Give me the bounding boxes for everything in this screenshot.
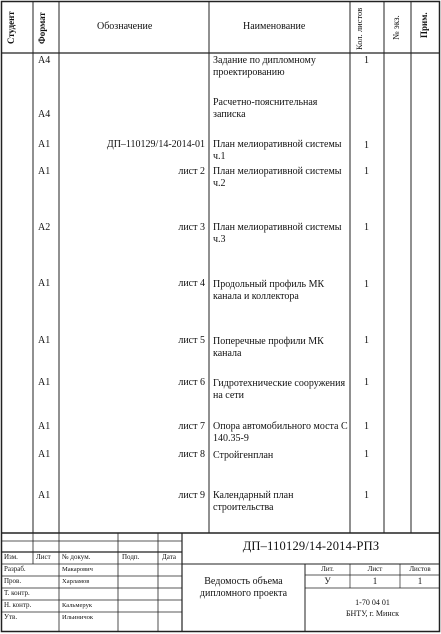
row-name: Продольный профиль МК канала и коллектора <box>213 279 325 302</box>
row-designation: лист 4 <box>178 278 205 289</box>
row-qty: 1 <box>364 421 369 432</box>
row-qty: 1 <box>364 449 369 460</box>
lit-value: У <box>324 576 331 586</box>
row-name: План мелиоративной системы ч.2 <box>213 166 342 189</box>
role-label: Пров. <box>4 577 22 585</box>
sheet-label: Лист <box>367 565 383 573</box>
role-label: Утв. <box>4 613 18 621</box>
row-qty: 1 <box>364 55 369 66</box>
role-person: Ильиничок <box>62 614 94 621</box>
org-name: БНТУ, г. Минск <box>345 609 400 618</box>
row-designation: лист 7 <box>178 421 205 432</box>
role-label: Разраб. <box>4 565 26 573</box>
sheets-label: Листов <box>409 565 431 573</box>
row-format: А4 <box>38 109 51 120</box>
col-label-sheet: Лист <box>36 553 51 561</box>
row-designation: ДП–110129/14-2014-01 <box>106 139 205 150</box>
row-format: А1 <box>38 449 51 460</box>
col-label-doc-no: № докум. <box>62 553 91 561</box>
row-name: Календарный план строительства <box>213 490 294 513</box>
role-person: Кальмерук <box>62 602 92 609</box>
col-header-sheets-count: Кол. листов <box>354 7 364 50</box>
role-label: Н. контр. <box>4 601 32 609</box>
col-header-name: Наименование <box>243 21 306 32</box>
col-label-change: Изм. <box>4 553 18 561</box>
row-designation: лист 6 <box>178 377 205 388</box>
row-designation: лист 2 <box>178 166 205 177</box>
role-person: Макарович <box>62 566 93 573</box>
role-label: Т. контр. <box>4 589 30 597</box>
row-name: Стройгенплан <box>213 450 274 461</box>
row-format: А1 <box>38 166 51 177</box>
doc-code: ДП–110129/14-2014-РПЗ <box>242 539 380 553</box>
row-qty: 1 <box>364 490 369 501</box>
row-name: План мелиоративной системы ч.1 <box>213 139 342 162</box>
org-code: 1-70 04 01 <box>355 598 390 607</box>
row-designation: лист 5 <box>178 335 205 346</box>
row-format: А1 <box>38 421 51 432</box>
row-qty: 1 <box>364 335 369 346</box>
row-name: Опора автомобильного моста С 140.35-9 <box>213 421 348 444</box>
row-qty: 1 <box>364 377 369 388</box>
row-name: Поперечные профили МК канала <box>213 336 324 359</box>
row-format: А1 <box>38 490 51 501</box>
row-designation: лист 8 <box>178 449 205 460</box>
lit-label: Лит. <box>321 565 334 573</box>
row-format: А1 <box>38 335 51 346</box>
row-name: План мелиоративной системы ч.3 <box>213 222 342 245</box>
row-format: А1 <box>38 377 51 388</box>
row-qty: 1 <box>364 140 369 151</box>
row-qty: 1 <box>364 222 369 233</box>
col-header-copy-no: № экз. <box>391 15 401 40</box>
role-person: Харламов <box>62 578 90 585</box>
row-format: А4 <box>38 55 51 66</box>
row-name: Расчетно-пояснительная записка <box>213 97 318 120</box>
col-label-date: Дата <box>162 553 176 561</box>
col-header-designation: Обозначение <box>97 21 153 32</box>
col-header-student: Студент <box>6 11 16 44</box>
col-header-note: Прим. <box>419 12 429 38</box>
row-format: А1 <box>38 278 51 289</box>
row-qty: 1 <box>364 279 369 290</box>
row-qty: 1 <box>364 166 369 177</box>
row-format: А1 <box>38 139 51 150</box>
row-designation: лист 9 <box>178 490 205 501</box>
row-format: А2 <box>38 222 51 233</box>
row-designation: лист 3 <box>178 222 205 233</box>
row-name: Задание по дипломному проектированию <box>213 55 316 78</box>
sheets-value: 1 <box>417 576 423 586</box>
sheet-value: 1 <box>372 576 378 586</box>
col-header-format: Формат <box>37 12 47 44</box>
row-name: Гидротехнические сооружения на сети <box>213 378 346 401</box>
col-label-sign: Подп. <box>122 553 140 561</box>
doc-title: Ведомость объема дипломного проекта <box>199 576 288 599</box>
